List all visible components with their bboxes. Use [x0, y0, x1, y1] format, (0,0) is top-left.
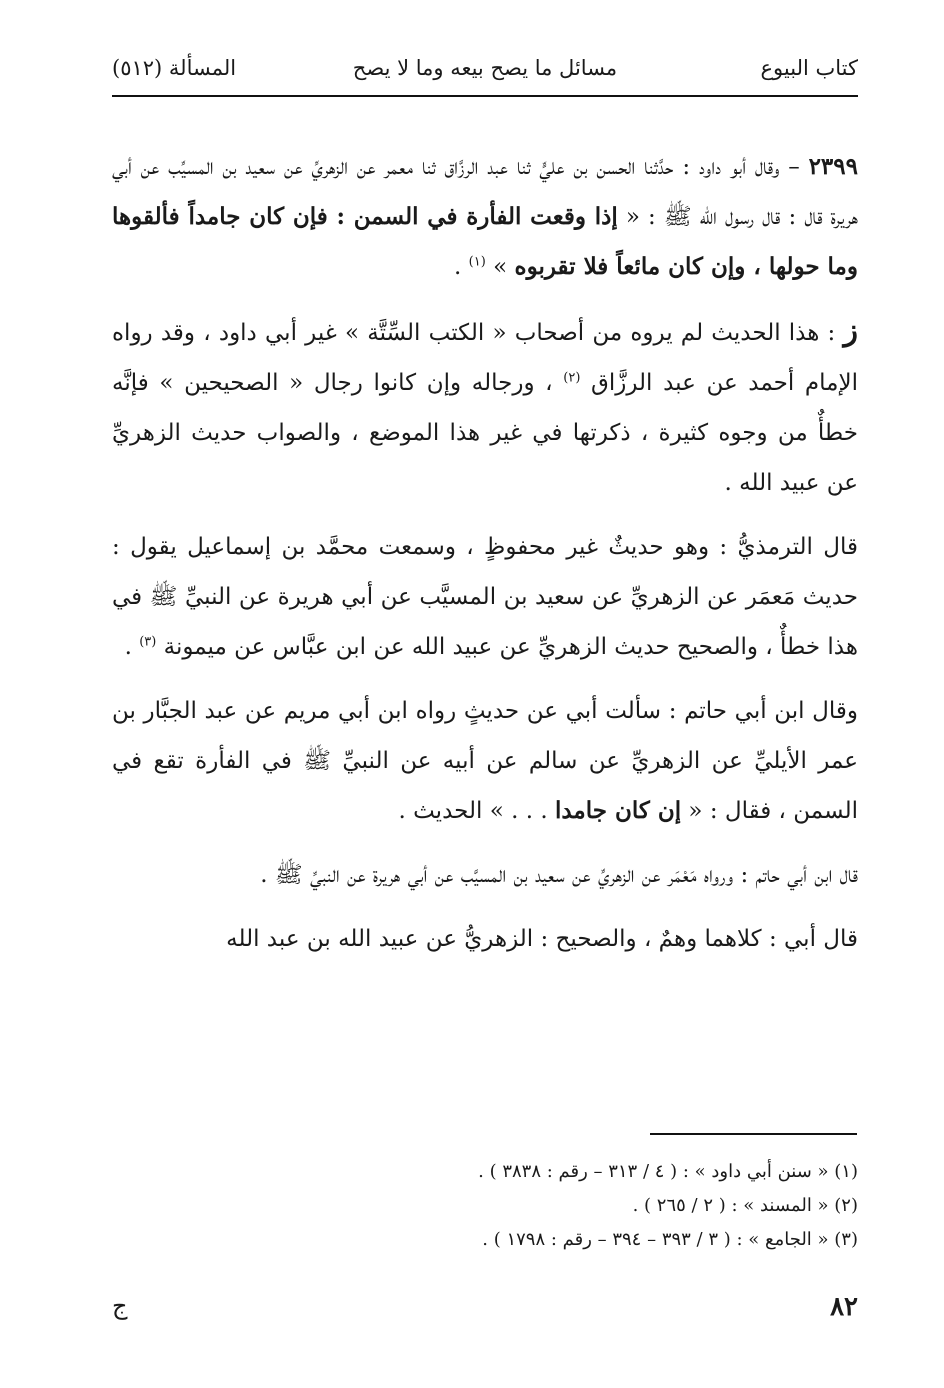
- footnote-2: (٢) « المسند » : ( ٢ / ٢٦٥ ) .: [632, 1195, 858, 1216]
- paragraph-text: قال أبي : كلاهما وهمٌ ، والصحيح : الزهريُّ عن عبيد الله بن عبد الله: [226, 926, 858, 952]
- quoted-matn: إن كان جامدا: [554, 797, 682, 824]
- footnotes: [112, 1155, 858, 1257]
- hadith-matn: إذا وقعت الفأرة في السمن : فإن كان جامداً فألقوها وما حولها ، وإن كان مائعاً فلا تقربوه: [112, 203, 858, 280]
- footnote-ref: (٣): [139, 634, 157, 650]
- ibn-abi-hatim-paragraph-2: [112, 850, 858, 900]
- ibn-abi-hatim-paragraph: [112, 686, 858, 836]
- header-rule: [112, 95, 858, 97]
- main-text: [112, 142, 858, 978]
- footnote-3: (٣) « الجامع » : ( ٣ / ٣٩٣ – ٣٩٤ – رقم : ١٧٩٨ ) .: [482, 1229, 858, 1250]
- paragraph-text: قال ابن أبي حاتم : ورواه مَعْمَر عن الزهريِّ عن سعيد بن المسيَّب عن أبي هريرة عن النبيِّ ﷺ .: [260, 862, 858, 888]
- header-chapter-title: مسائل ما يصح بيعه وما لا يصح: [352, 56, 618, 80]
- signature-mark: ج: [112, 1292, 128, 1320]
- paragraph-text: .: [454, 254, 469, 280]
- paragraph-text: .: [124, 634, 140, 660]
- paragraph-text: قال الترمذيُّ : وهو حديثٌ غير محفوظٍ ، وسمعت محمَّد بن إسماعيل يقول : حديث مَعمَر عن الزهريِّ عن سعيد بن المسيَّب عن أبي هريرة عن النبيِّ ﷺ في هذا خطأٌ ، والصحيح حديث الزهريِّ عن عبيد الله عن ابن عبَّاس عن ميمونة: [112, 534, 858, 660]
- paragraph-text: ، ورجاله وإن كانوا رجال « الصحيحين » فإنَّه خطأٌ من وجوه كثيرة ، ذكرتها في غير هذا الموضع ، والصواب حديث الزهريِّ عن عبيد الله .: [112, 370, 858, 496]
- footnote-ref: (٢): [563, 370, 581, 386]
- commentary-paragraph: [112, 306, 858, 508]
- page-footer: [112, 1292, 858, 1328]
- tirmidhi-paragraph: [112, 522, 858, 672]
- paragraph-text: وقال ابن أبي حاتم : سألت أبي عن حديثٍ رواه ابن أبي مريم عن عبد الجبَّار بن عمر الأيليِّ عن الزهريِّ عن سالم عن أبيه عن النبيِّ ﷺ في الفأرة تقع في السمن ، فقال : «: [112, 698, 858, 824]
- footnote-ref: (١): [468, 254, 486, 270]
- footnote-1: (١) « سنن أبي داود » : ( ٤ / ٣١٣ – رقم : ٣٨٣٨ ) .: [478, 1161, 858, 1182]
- abu-hatim-paragraph: [112, 914, 858, 964]
- hadith-paragraph: [112, 142, 858, 292]
- footnote-rule: [650, 1133, 857, 1135]
- header-book-title: كتاب البيوع: [760, 56, 858, 80]
- paragraph-text: »: [485, 254, 515, 280]
- running-header: [112, 50, 858, 86]
- paragraph-text: – وقال أبو داود : حدَّثنا الحسن بن عليٍّ ثنا عبد الرزَّاق ثنا معمر عن الزهريِّ عن سعيد بن المسيِّب عن أبي هريرة قال : قال رسول الله ﷺ : «: [112, 154, 858, 230]
- page-number: ٨٢: [830, 1292, 858, 1322]
- hadith-number: ٢٣٩٩: [808, 153, 858, 180]
- paragraph-text: . . . » الحديث .: [398, 798, 555, 824]
- header-issue-number: المسألة (٥١٢): [112, 56, 237, 80]
- paragraph-text: : هذا الحديث لم يروه من أصحاب « الكتب السِّتَّة » غير أبي داود ، وقد رواه الإمام أحمد عن عبد الرزَّاق: [112, 320, 858, 396]
- commentary-marker: ز: [843, 313, 858, 348]
